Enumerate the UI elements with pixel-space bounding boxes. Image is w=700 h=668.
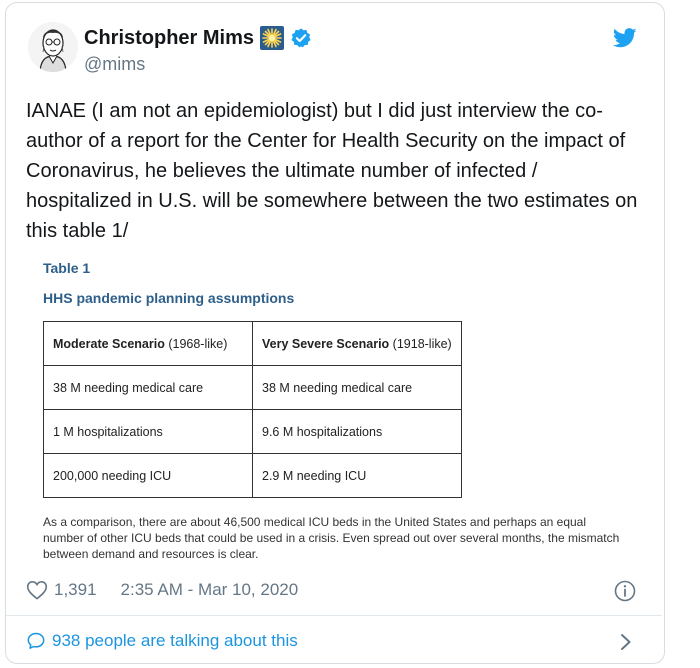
column-label: Very Severe Scenario: [262, 336, 390, 351]
comment-bubble-icon: [26, 631, 46, 651]
talking-count[interactable]: 938 people are talking about this: [52, 631, 298, 650]
author-name[interactable]: Christopher Mims: [84, 26, 255, 49]
table-row: [44, 454, 462, 498]
author-name-row[interactable]: [84, 26, 312, 50]
timestamp[interactable]: 2:35 AM - Mar 10, 2020: [120, 580, 299, 599]
table-row: [44, 410, 462, 454]
table-cell: 1 M hospitalizations: [44, 410, 253, 454]
table-row: [44, 366, 462, 410]
table-header-cell: [44, 322, 253, 366]
table-cell: 38 M needing medical care: [44, 366, 253, 410]
column-note: (1918-like): [392, 336, 452, 351]
sparkle-icon: [260, 26, 284, 50]
table-cell: 38 M needing medical care: [253, 366, 462, 410]
info-icon[interactable]: [614, 580, 636, 602]
tweet-meta: [26, 580, 298, 600]
column-label: Moderate Scenario: [53, 336, 165, 351]
heart-icon[interactable]: [26, 580, 48, 600]
table-cell: 2.9 M needing ICU: [253, 454, 462, 498]
avatar[interactable]: [28, 22, 78, 72]
figure-note: As a comparison, there are about 46,500 medical ICU beds in the United States and perhaps an equal number of other ICU beds that could be used in a crisis. Even spread out over several months, the mismatch between demand and resources is clear.: [43, 515, 620, 561]
figure-subtitle: HHS pandemic planning assumptions: [43, 290, 295, 306]
table-cell: 200,000 needing ICU: [44, 454, 253, 498]
like-count[interactable]: 1,391: [54, 580, 97, 599]
table-cell: 9.6 M hospitalizations: [253, 410, 462, 454]
scenario-table: [43, 321, 462, 498]
twitter-bird-icon[interactable]: [613, 28, 637, 48]
divider: [6, 615, 662, 616]
verified-badge-icon: [290, 27, 312, 49]
column-note: (1968-like): [168, 336, 228, 351]
author-handle[interactable]: @mims: [84, 54, 146, 74]
tweet-text: IANAE (I am not an epidemiologist) but I did just interview the co-author of a report for the Center for Health Security on the impact of Coronavirus, he believes the ultimate number of infected / hospitalized in U.S. will be somewhere between the two estimates on this table 1/: [26, 100, 638, 242]
avatar-sketch-icon: [28, 22, 78, 72]
table-header-cell: [253, 322, 462, 366]
conversation-link[interactable]: [26, 631, 298, 651]
chevron-right-icon[interactable]: [619, 633, 633, 651]
table-header-row: [44, 322, 462, 366]
figure-title: Table 1: [43, 260, 91, 276]
